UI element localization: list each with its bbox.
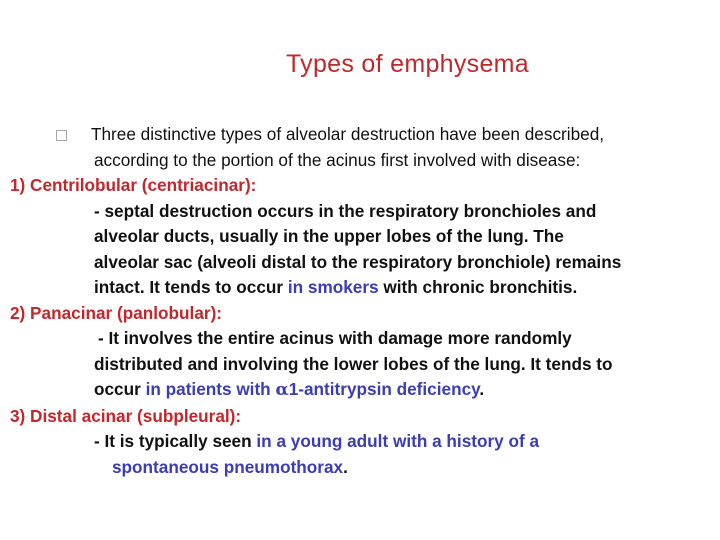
type3-line-1: - It is typically seen in a young adult with a history of a [94, 431, 540, 451]
type1-line-1: - septal destruction occurs in the respiratory bronchioles and [94, 200, 597, 221]
emphasis-pneumothorax: spontaneous pneumothorax [112, 456, 344, 477]
type1-line-4: intact. It tends to occur in smokers with chronic bronchitis. [94, 277, 578, 297]
square-bullet-icon [56, 130, 67, 141]
emphasis-antitrypsin: in patients with α1-antitrypsin deficiency [145, 379, 480, 400]
type1-line-2: alveolar ducts, usually in the upper lobes of the lung. The [94, 226, 564, 246]
alpha-symbol: α [275, 380, 289, 400]
type1-heading: 1) Centrilobular (centriacinar): [10, 175, 257, 195]
slide-title: Types of emphysema [285, 50, 529, 78]
type2-line-3: occur in patients with α1-antitrypsin deficiency. [94, 379, 485, 400]
intro-line-1: Three distinctive types of alveolar destruction have been described, [10, 122, 710, 148]
slide-body [10, 122, 710, 480]
intro-line-2: according to the portion of the acinus ﬁrst involved with disease: [94, 149, 581, 170]
type2-heading: 2) Panacinar (panlobular): [10, 302, 223, 323]
type3-heading: 3) Distal acinar (subpleural): [10, 405, 242, 426]
type2-line-2: distributed and involving the lower lobes of the lung. It tends to [94, 353, 613, 374]
type1-line-3: alveolar sac (alveoli distal to the respiratory bronchiole) remains [94, 251, 622, 272]
emphasis-smokers: in smokers [287, 277, 379, 297]
type3-line-2: spontaneous pneumothorax. [112, 456, 348, 477]
emphasis-young-adult: in a young adult with a history of a [256, 431, 540, 451]
type2-line-1: - It involves the entire acinus with damage more randomly [98, 328, 572, 348]
